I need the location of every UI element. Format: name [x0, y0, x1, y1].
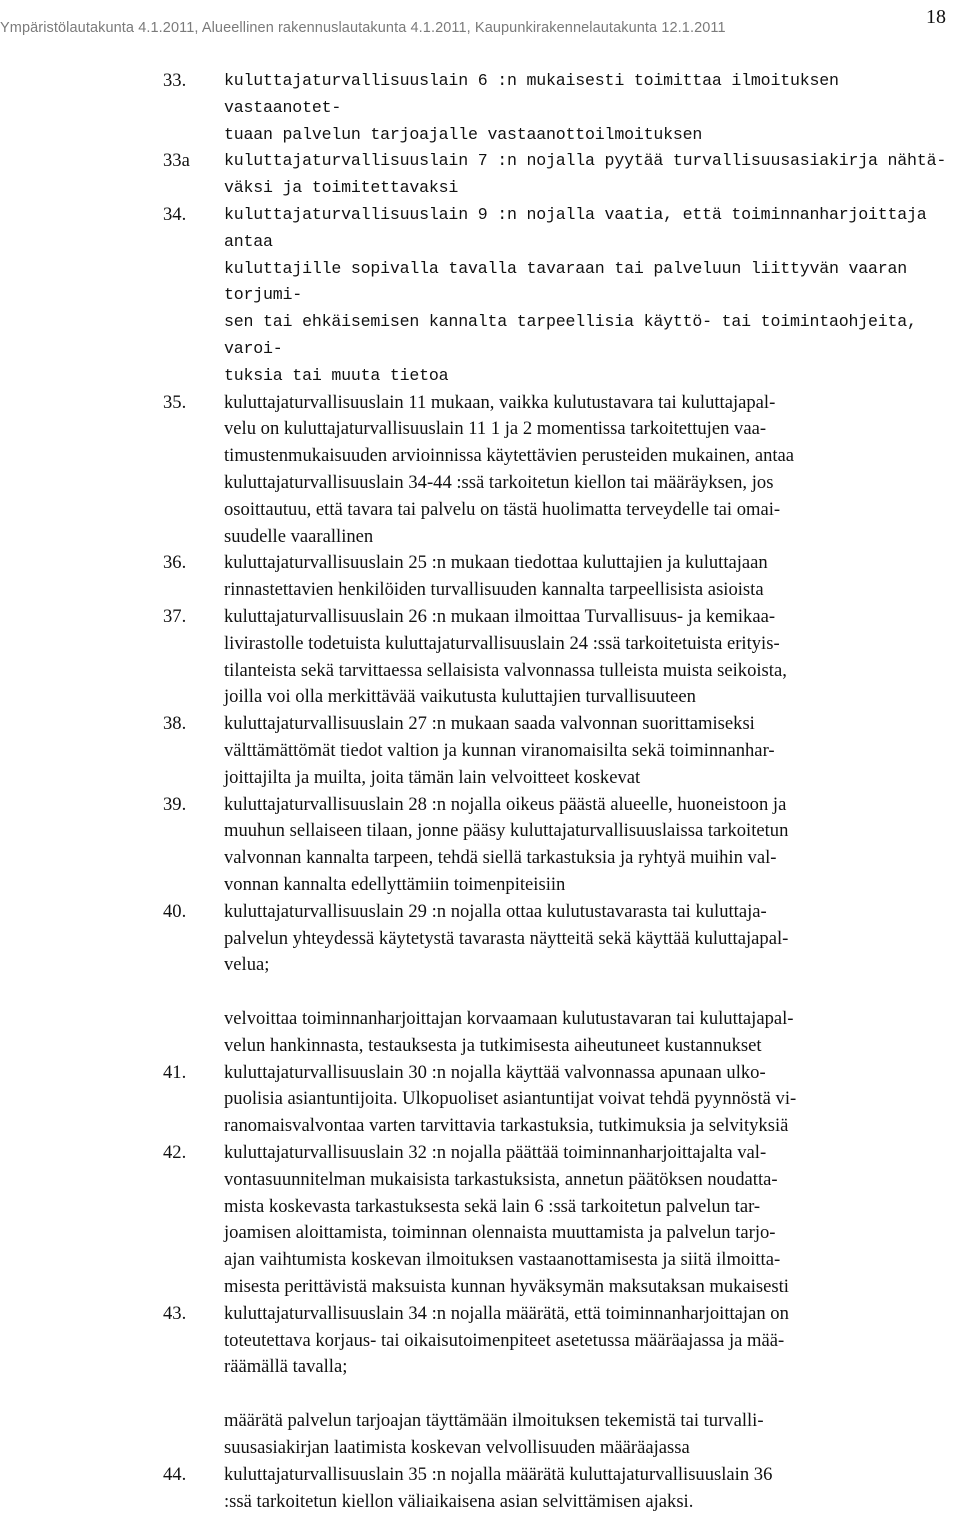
- item-line: kuluttajaturvallisuuslain 26 :n mukaan ilmoittaa Turvallisuus- ja kemikaa-: [224, 605, 776, 627]
- item-line: velu on kuluttajaturvallisuuslain 11 1 ja 2 momentissa tarkoitettujen vaa-: [224, 418, 767, 440]
- item-line: muuhun sellaiseen tilaan, jonne pääsy kuluttajaturvallisuuslaissa tarkoitetun: [224, 820, 789, 842]
- document-body: [0, 68, 960, 1515]
- item-line: kuluttajaturvallisuuslain 25 :n mukaan tiedottaa kuluttajien ja kuluttajaan: [224, 552, 768, 574]
- item-line: palvelun yhteydessä käytetystä tavarasta näytteitä sekä käyttää kuluttajapal-: [224, 927, 789, 949]
- item-number: 36.: [163, 552, 187, 574]
- item-line: kuluttajaturvallisuuslain 34-44 :ssä tarkoitetun kiellon tai määräyksen, jos: [224, 471, 774, 493]
- item-line: puolisia asiantuntijoita. Ulkopuoliset asiantuntijat voivat tehdä pyynnöstä vi-: [224, 1088, 797, 1110]
- item-line: kuluttajille sopivalla tavalla tavaraan tai palveluun liittyvän vaaran torjumi-: [224, 258, 908, 305]
- item-line: kuluttajaturvallisuuslain 30 :n nojalla käyttää valvonnassa apunaan ulko-: [224, 1061, 766, 1083]
- item-line: vonnan kannalta edellyttämiin toimenpiteisiin: [224, 873, 566, 895]
- item-line: velun hankinnasta, testauksesta ja tutkimisesta aiheutuneet kustannukset: [224, 1034, 762, 1056]
- list-item: [0, 604, 960, 711]
- item-line: valvonnan kannalta tarpeen, tehdä siellä tarkastuksia ja ryhtyä muihin val-: [224, 847, 777, 869]
- page-number: 18: [926, 6, 946, 28]
- paragraph-gap: [0, 1381, 960, 1408]
- item-line: kuluttajaturvallisuuslain 7 :n nojalla pyytää turvallisuusasiakirja nähtä-: [224, 151, 947, 171]
- item-line: kuluttajaturvallisuuslain 28 :n nojalla oikeus päästä alueelle, huoneistoon ja: [224, 793, 787, 815]
- item-number: 43.: [163, 1302, 187, 1324]
- list-item: [0, 202, 960, 390]
- continuation-paragraph: [0, 1408, 960, 1462]
- item-line: vontasuunnitelman mukaisista tarkastuksista, annetun päätöksen noudatta-: [224, 1168, 778, 1190]
- list-item: [0, 550, 960, 604]
- paragraph-gap: [0, 979, 960, 1006]
- list-item: [0, 148, 960, 202]
- item-line: timustenmukaisuuden arvioinnissa käytettävien perusteiden mukainen, antaa: [224, 445, 795, 467]
- item-number: 34.: [163, 203, 187, 225]
- list-item: [0, 1462, 960, 1515]
- item-line: kuluttajaturvallisuuslain 35 :n nojalla määrätä kuluttajaturvallisuuslain 36: [224, 1463, 773, 1485]
- item-line: velvoittaa toiminnanharjoittajan korvaamaan kulutustavaran tai kuluttajapal-: [224, 1008, 794, 1030]
- item-line: kuluttajaturvallisuuslain 29 :n nojalla ottaa kulutustavarasta tai kuluttaja-: [224, 900, 767, 922]
- list-item: [0, 68, 960, 148]
- item-line: sen tai ehkäisemisen kannalta tarpeellisia käyttö- tai toimintaohjeita, varoi-: [224, 312, 917, 358]
- item-line: määrätä palvelun tarjoajan täyttämään ilmoituksen tekemistä tai turvalli-: [224, 1410, 764, 1432]
- item-number: 41.: [163, 1061, 187, 1083]
- item-number: 35.: [163, 391, 187, 413]
- item-number: 33.: [163, 70, 187, 91]
- list-item: [0, 390, 960, 551]
- item-number: 37.: [163, 605, 187, 627]
- item-line: mista koskevasta tarkastuksesta sekä lain 6 :ssä tarkoitetun palvelun tar-: [224, 1195, 761, 1217]
- list-item: [0, 899, 960, 979]
- item-number: 42.: [163, 1142, 187, 1164]
- list-item: [0, 1060, 960, 1140]
- list-item: [0, 711, 960, 791]
- item-line: tilanteista sekä tarvittaessa sellaisista valvonnassa tulleista muista seikoista,: [224, 659, 787, 681]
- item-line: joittajilta ja muilta, joita tämän lain velvoitteet koskevat: [224, 766, 641, 788]
- list-item: [0, 1140, 960, 1301]
- item-line: kuluttajaturvallisuuslain 32 :n nojalla päättää toiminnanharjoittajalta val-: [224, 1142, 767, 1164]
- item-line: rinnastettavien henkilöiden turvallisuuden kannalta tarpeellisista asioista: [224, 579, 764, 601]
- item-line: ajan vaihtumista koskevan ilmoituksen vastaanottamisesta ja siitä ilmoitta-: [224, 1249, 781, 1271]
- item-line: räämällä tavalla;: [224, 1356, 348, 1378]
- item-line: joamisen aloittamista, toiminnan olennaista muuttamista ja palvelun tarjo-: [224, 1222, 776, 1244]
- continuation-paragraph: [0, 1006, 960, 1060]
- list-item: [0, 792, 960, 899]
- item-line: kuluttajaturvallisuuslain 34 :n nojalla määrätä, että toiminnanharjoittajan on: [224, 1302, 789, 1324]
- item-number: 39.: [163, 793, 187, 815]
- item-line: ranomaisvalvontaa varten tarvittavia tarkastuksia, tutkimuksia ja selvityksiä: [224, 1115, 789, 1137]
- list-item: [0, 1301, 960, 1381]
- item-line: suusasiakirjan laatimista koskevan velvollisuuden määräajassa: [224, 1437, 690, 1459]
- item-line: velua;: [224, 954, 270, 976]
- item-line: toteutettava korjaus- tai oikaisutoimenpiteet asetetussa määräajassa ja mää-: [224, 1329, 785, 1351]
- item-number: 33a: [163, 150, 190, 172]
- running-header: Ympäristölautakunta 4.1.2011, Alueellinen rakennuslautakunta 4.1.2011, Kaupunkirakennelautakunta 12.1.2011: [0, 20, 726, 36]
- item-line: osoittautuu, että tavara tai palvelu on tästä huolimatta terveydelle tai omai-: [224, 498, 781, 520]
- item-line: kuluttajaturvallisuuslain 27 :n mukaan saada valvonnan suorittamiseksi: [224, 713, 755, 735]
- item-line: kuluttajaturvallisuuslain 6 :n mukaisesti toimittaa ilmoituksen vastaanotet-: [224, 71, 839, 117]
- item-line: joilla voi olla merkittävää vaikutusta kuluttajien turvallisuuteen: [224, 686, 696, 708]
- item-line: välttämättömät tiedot valtion ja kunnan viranomaisilta sekä toiminnanhar-: [224, 739, 775, 761]
- item-line: suudelle vaarallinen: [224, 525, 374, 547]
- item-number: 38.: [163, 713, 187, 735]
- item-line: livirastolle todetuista kuluttajaturvallisuuslain 24 :ssä tarkoitetuista erityis-: [224, 632, 780, 654]
- item-line: :ssä tarkoitetun kiellon väliaikaisena asian selvittämisen ajaksi.: [224, 1490, 694, 1512]
- item-number: 40.: [163, 900, 187, 922]
- item-line: tuksia tai muuta tietoa: [224, 365, 449, 385]
- item-line: kuluttajaturvallisuuslain 11 mukaan, vaikka kulutustavara tai kuluttajapal-: [224, 391, 776, 413]
- item-line: misesta perittävistä maksuista kunnan hyväksymän maksutaksan mukaisesti: [224, 1276, 789, 1298]
- item-line: väksi ja toimitettavaksi: [224, 178, 459, 198]
- item-line: tuaan palvelun tarjoajalle vastaanottoilmoituksen: [224, 124, 703, 144]
- item-number: 44.: [163, 1463, 187, 1485]
- item-line: kuluttajaturvallisuuslain 9 :n nojalla vaatia, että toiminnanharjoittaja antaa: [224, 204, 927, 251]
